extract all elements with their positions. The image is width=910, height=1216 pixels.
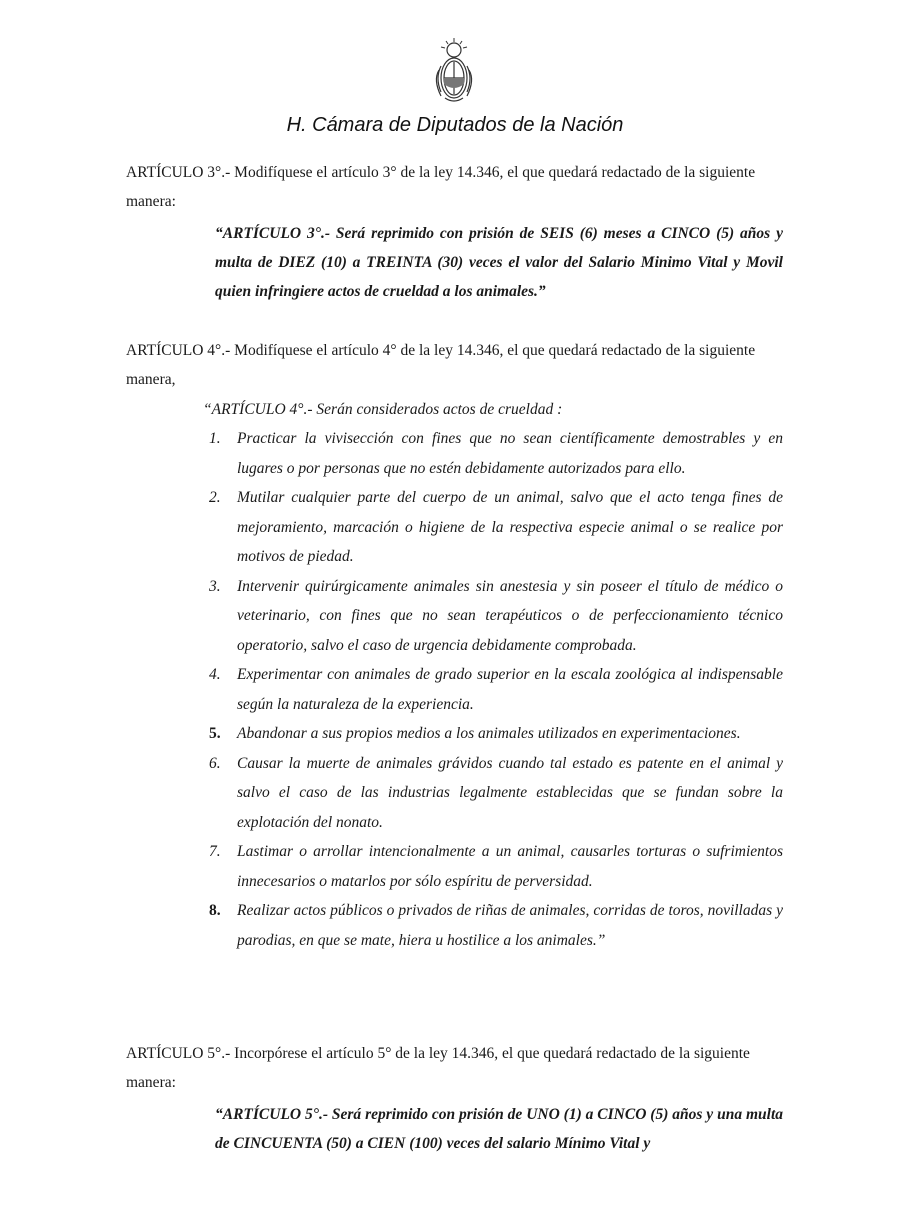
list-item-number: 8.	[209, 902, 221, 919]
list-item-text: Practicar la vivisección con fines que no sean científicamente demostrables y en lugares o por personas que no estén debidamente autorizados para ello.	[237, 430, 783, 477]
article-3-quote: “ARTÍCULO 3°.- Será reprimido con prisión de SEIS (6) meses a CINCO (5) años y multa de DIEZ (10) a TREINTA (30) veces el valor del Salario Minimo Vital y Movil quien infringiere actos de crueldad a los animales.”	[215, 225, 783, 300]
list-item-text: Intervenir quirúrgicamente animales sin anestesia y sin poseer el título de médico o veterinario, con fines que no sean terapéuticos o de perfeccionamiento técnico operatorio, salvo el caso de urgencia debidamente comprobada.	[237, 577, 783, 654]
list-item-number: 5.	[209, 725, 221, 742]
article-4-intro: ARTÍCULO 4°.- Modifíquese el artículo 4° de la ley 14.346, el que quedará redactado de la siguiente manera,	[126, 342, 756, 388]
list-item-text: Abandonar a sus propios medios a los animales utilizados en experimentaciones.	[237, 725, 741, 742]
article-5-intro: ARTÍCULO 5°.- Incorpórese el artículo 5° de la ley 14.346, el que quedará redactado de la siguiente manera:	[126, 1045, 750, 1091]
list-item-number: 1.	[209, 430, 221, 447]
list-item	[203, 719, 783, 749]
article-4-quote-intro: “ARTÍCULO 4°.- Serán considerados actos de crueldad :	[203, 401, 563, 418]
list-item-number: 7.	[209, 843, 221, 860]
list-item	[203, 483, 783, 572]
list-item-number: 3.	[209, 577, 221, 595]
list-item	[203, 424, 783, 483]
article-5-quote: “ARTÍCULO 5°.- Será reprimido con prisión de UNO (1) a CINCO (5) años y una multa de CINCUENTA (50) a CIEN (100) veces del salario Mínimo Vital y	[215, 1106, 783, 1152]
list-item	[203, 837, 783, 896]
list-item-number: 4.	[209, 666, 221, 683]
list-item-number: 6.	[209, 754, 221, 772]
article-3-intro: ARTÍCULO 3°.- Modifíquese el artículo 3° de la ley 14.346, el que quedará redactado de la siguiente manera:	[126, 164, 756, 210]
list-item	[203, 660, 783, 719]
list-item	[203, 572, 783, 661]
list-item-text: Causar la muerte de animales grávidos cuando tal estado es patente en el animal y salvo el caso de las industrias legalmente establecidas que se fundan sobre la explotación del nonato.	[237, 754, 783, 831]
list-item-text: Mutilar cualquier parte del cuerpo de un animal, salvo que el acto tenga fines de mejoramiento, marcación o higiene de la respectiva especie animal o se realice por motivos de piedad.	[237, 489, 783, 565]
list-item-text: Lastimar o arrollar intencionalmente a un animal, causarles torturas o sufrimientos innecesarios o matarlos por sólo espíritu de perversidad.	[237, 843, 783, 890]
list-item	[203, 896, 783, 955]
list-item-text: Realizar actos públicos o privados de riñas de animales, corridas de toros, novilladas y parodias, en que se mate, hiera u hostilice a los animales.”	[237, 902, 783, 949]
national-seal-icon	[429, 36, 479, 108]
list-item-number: 2.	[209, 489, 221, 506]
list-item-text: Experimentar con animales de grado superior en la escala zoológica al indispensable según la naturaleza de la experiencia.	[237, 666, 783, 713]
page-header-title: H. Cámara de Diputados de la Nación	[286, 114, 624, 136]
list-item	[203, 749, 783, 838]
cruelty-acts-list	[203, 424, 783, 955]
